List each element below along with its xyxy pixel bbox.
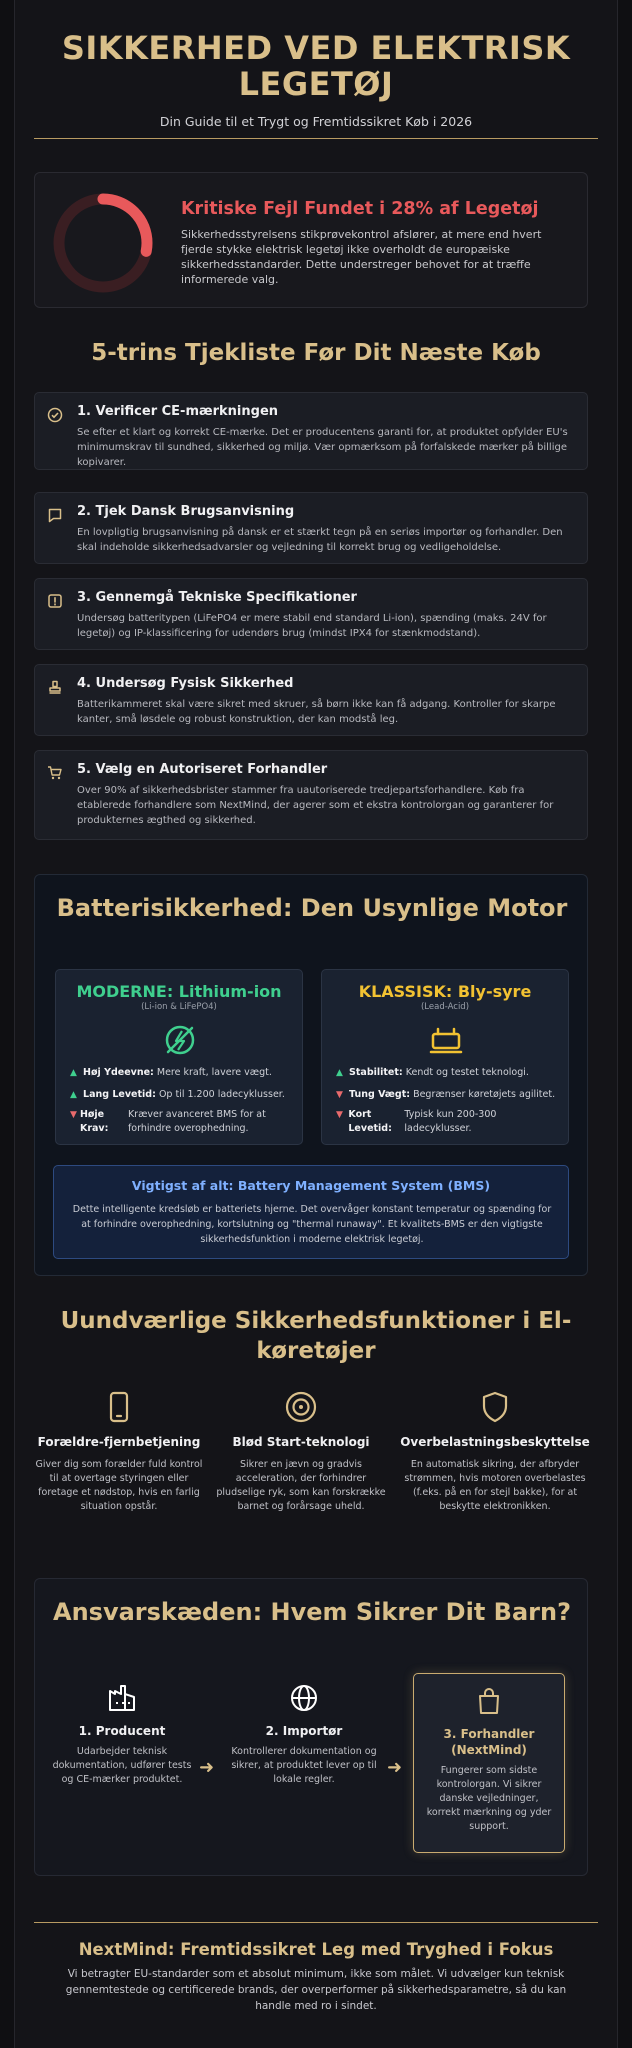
checklist-item-title: 5. Vælg en Autoriseret Forhandler [77, 762, 328, 777]
down-arrow-icon: ▼ [336, 1090, 343, 1100]
chain-step-title: 1. Producent [78, 1724, 166, 1738]
checklist-item [34, 750, 588, 840]
battery-row [336, 1108, 556, 1136]
percent-ring-chart [51, 191, 155, 295]
bms-title: Vigtigst af alt: Battery Management System (BMS) [131, 1178, 491, 1193]
checklist-item-text: En lovpligtig brugsanvisning på dansk er et stærkt tegn på en seriøs importør og forhandler. Den skal indeholde sikkerhedsadvarsler og vejledning til korrekt brug og vedligeholdelse. [77, 527, 563, 553]
up-arrow-icon: ▲ [336, 1068, 343, 1078]
chain-arrow-icon: ➜ [387, 1757, 403, 1778]
checklist-item-title: 2. Tjek Dansk Brugsanvisning [77, 504, 295, 519]
checklist-title: 5-trins Tjekliste Før Dit Næste Køb [91, 340, 541, 366]
battery-card-subtitle: (Li-ion & LiFePO4) [141, 1002, 217, 1012]
stamp-icon [47, 679, 63, 695]
chain-step [47, 1683, 197, 1787]
globe-icon [289, 1683, 319, 1713]
target-icon [284, 1390, 318, 1424]
battery-card-title: MODERNE: Lithium-ion [76, 982, 282, 1001]
footer-divider [34, 1922, 598, 1923]
lead-acid-battery-icon [426, 1022, 466, 1058]
chain-step-text: Udarbejder teknisk dokumentation, udfører tests og CE-mærker produktet. [52, 1746, 192, 1785]
checklist-item-text: Se efter et klart og korrekt CE-mærke. Det er producentens garanti for, at produktet opfylder EU's minimumskrav til sundhed, sikkerhed og miljø. Vær opmærksom på forfalskede mærker på billige kopivarer. [77, 427, 568, 468]
chain-step-text: Kontrollerer dokumentation og sikrer, at produktet lever op til lokale regler. [231, 1746, 377, 1785]
footer-title: NextMind: Fremtidssikret Leg med Tryghed i Fokus [78, 1940, 554, 1959]
feature-item [34, 1390, 204, 1514]
battery-row [70, 1066, 272, 1080]
checklist-item-title: 3. Gennemgå Tekniske Specifikationer [77, 590, 357, 605]
battery-card-title: KLASSISK: Bly-syre [358, 982, 532, 1001]
feature-text: En automatisk sikring, der afbryder strømmen, hvis motoren overbelastes (f.eks. på en for stejl bakke), for at beskytte elektronikken. [404, 1459, 586, 1512]
battery-row-text: Op til 1.200 ladecyklusser. [158, 1089, 285, 1100]
manual-icon [47, 507, 63, 523]
features-title: Uundværlige Sikkerhedsfunktioner i El-køretøjer [60, 1308, 572, 1364]
chain-step-title: 2. Importør [265, 1724, 343, 1738]
up-arrow-icon: ▲ [70, 1090, 77, 1100]
chain-step-text: Fungerer som sidste kontrolorgan. Vi sikrer danske vejledninger, korrekt mærkning og yder support. [426, 1765, 552, 1832]
checklist-item-title: 1. Verificer CE-mærkningen [77, 404, 279, 419]
chain-step [229, 1683, 379, 1787]
chain-step-highlighted [413, 1673, 565, 1853]
feature-item [216, 1390, 386, 1514]
battery-card-modern [55, 969, 303, 1145]
phone-icon [102, 1390, 136, 1424]
shield-icon [478, 1390, 512, 1424]
up-arrow-icon: ▲ [70, 1068, 77, 1078]
checklist-item [34, 664, 588, 736]
header [34, 30, 598, 129]
bms-text: Dette intelligente kredsløb er batteriets hjerne. Det overvåger konstant temperatur og spænding for at forhindre overophedning, kortslutning og "thermal runaway". Et kvalitets-BMS er den vigtigste sikkerhedsfunktion i moderne elektrisk legetøj. [72, 1204, 552, 1245]
battery-row-text: Mere kraft, lavere vægt. [156, 1067, 272, 1078]
battery-row-label: Stabilitet: [349, 1067, 403, 1078]
checklist-item-text: Over 90% af sikkerhedsbrister stammer fra uautoriserede tredjepartsforhandlere. Køb fra etablerede forhandlere som NextMind, der agerer som et ekstra kontrolorgan og garanterer for produkternes ægthed og sikkerhed. [77, 785, 554, 826]
checklist-item [34, 392, 588, 470]
checklist-item-text: Batterikammeret skal være sikret med skruer, så børn ikke kan få adgang. Kontroller for skarpe kanter, små løsdele og robust konstruktion, der kan modstå leg. [77, 699, 556, 725]
battery-row-text: Kræver avanceret BMS for at forhindre overophedning. [127, 1109, 266, 1134]
lithium-battery-icon [160, 1022, 200, 1058]
feature-text: Giver dig som forælder fuld kontrol til at overtage styringen eller foretage et nødstop, hvis en farlig situation opstår. [35, 1459, 203, 1512]
feature-item [398, 1390, 592, 1514]
battery-title: Batterisikkerhed: Den Usynlige Motor [56, 894, 568, 922]
check-badge-icon [47, 407, 63, 423]
battery-row [70, 1088, 285, 1102]
battery-row-label: Kort Levetid: [348, 1109, 392, 1134]
stat-title: Kritiske Fejl Fundet i 28% af Legetøj [181, 199, 539, 219]
checklist-item [34, 578, 588, 650]
cart-icon [47, 765, 63, 781]
battery-row-text: Typisk kun 200-300 ladecyklusser. [404, 1109, 497, 1134]
page-subtitle: Din Guide til et Trygt og Fremtidssikret Køb i 2026 [159, 114, 473, 129]
down-arrow-icon: ▼ [336, 1110, 343, 1120]
battery-row-text: Kendt og testet teknologi. [405, 1067, 529, 1078]
header-divider [34, 138, 598, 139]
feature-title: Blød Start-teknologi [232, 1435, 370, 1449]
footer-text: Vi betragter EU-standarder som et absolut minimum, ikke som målet. Vi udvælger kun teknisk gennemtestede og certificerede brands, der overperformer på sikkerhedsparametre, så du kan handle med ro i sindet. [65, 1968, 567, 2012]
feature-text: Sikrer en jævn og gradvis acceleration, der forhindrer pludselige ryk, som kan forskrække barnet og forårsage uheld. [216, 1459, 386, 1512]
alert-icon [47, 593, 63, 609]
battery-row-text: Begrænser køretøjets agilitet. [413, 1089, 556, 1100]
checklist-item-text: Undersøg batteritypen (LiFePO4 er mere stabil end standard Li-ion), spænding (maks. 24V for legetøj) og IP-klassificering for udendørs brug (mindst IPX4 for stænkmodstand). [77, 613, 547, 639]
battery-card-subtitle: (Lead-Acid) [420, 1002, 470, 1012]
checklist-item [34, 492, 588, 564]
responsibility-chain [34, 1578, 588, 1876]
stat-text: Sikkerhedsstyrelsens stikprøvekontrol afslører, at mere end hvert fjerde stykke elektrisk legetøj ikke overholdt de europæiske sikkerhedsstandarder. Dette understreger behovet for at træffe informerede valg. [181, 228, 542, 286]
factory-icon [107, 1683, 137, 1713]
battery-row-label: Tung Vægt: [349, 1089, 411, 1100]
bag-icon [474, 1686, 504, 1716]
feature-title: Forældre-fjernbetjening [37, 1435, 201, 1449]
battery-card-classic [321, 969, 569, 1145]
chain-step-title: 3. Forhandler (NextMind) [443, 1727, 535, 1757]
feature-title: Overbelastningsbeskyttelse [400, 1435, 590, 1449]
down-arrow-icon: ▼ [70, 1110, 77, 1120]
chain-arrow-icon: ➜ [199, 1757, 215, 1778]
battery-row [336, 1066, 529, 1080]
battery-row-label: Høje Krav: [79, 1109, 109, 1134]
battery-row [336, 1088, 555, 1102]
battery-row-label: Høj Ydeevne: [83, 1067, 154, 1078]
checklist-item-title: 4. Undersøg Fysisk Sikkerhed [77, 676, 294, 691]
stat-card [34, 172, 588, 308]
chain-title: Ansvarskæden: Hvem Sikrer Dit Barn? [53, 1598, 571, 1626]
battery-section [34, 874, 588, 1276]
page-title: SIKKERHED VED ELEKTRISK LEGETØJ [61, 29, 571, 103]
bms-box [53, 1165, 569, 1259]
battery-row [70, 1108, 290, 1136]
battery-row-label: Lang Levetid: [83, 1089, 156, 1100]
